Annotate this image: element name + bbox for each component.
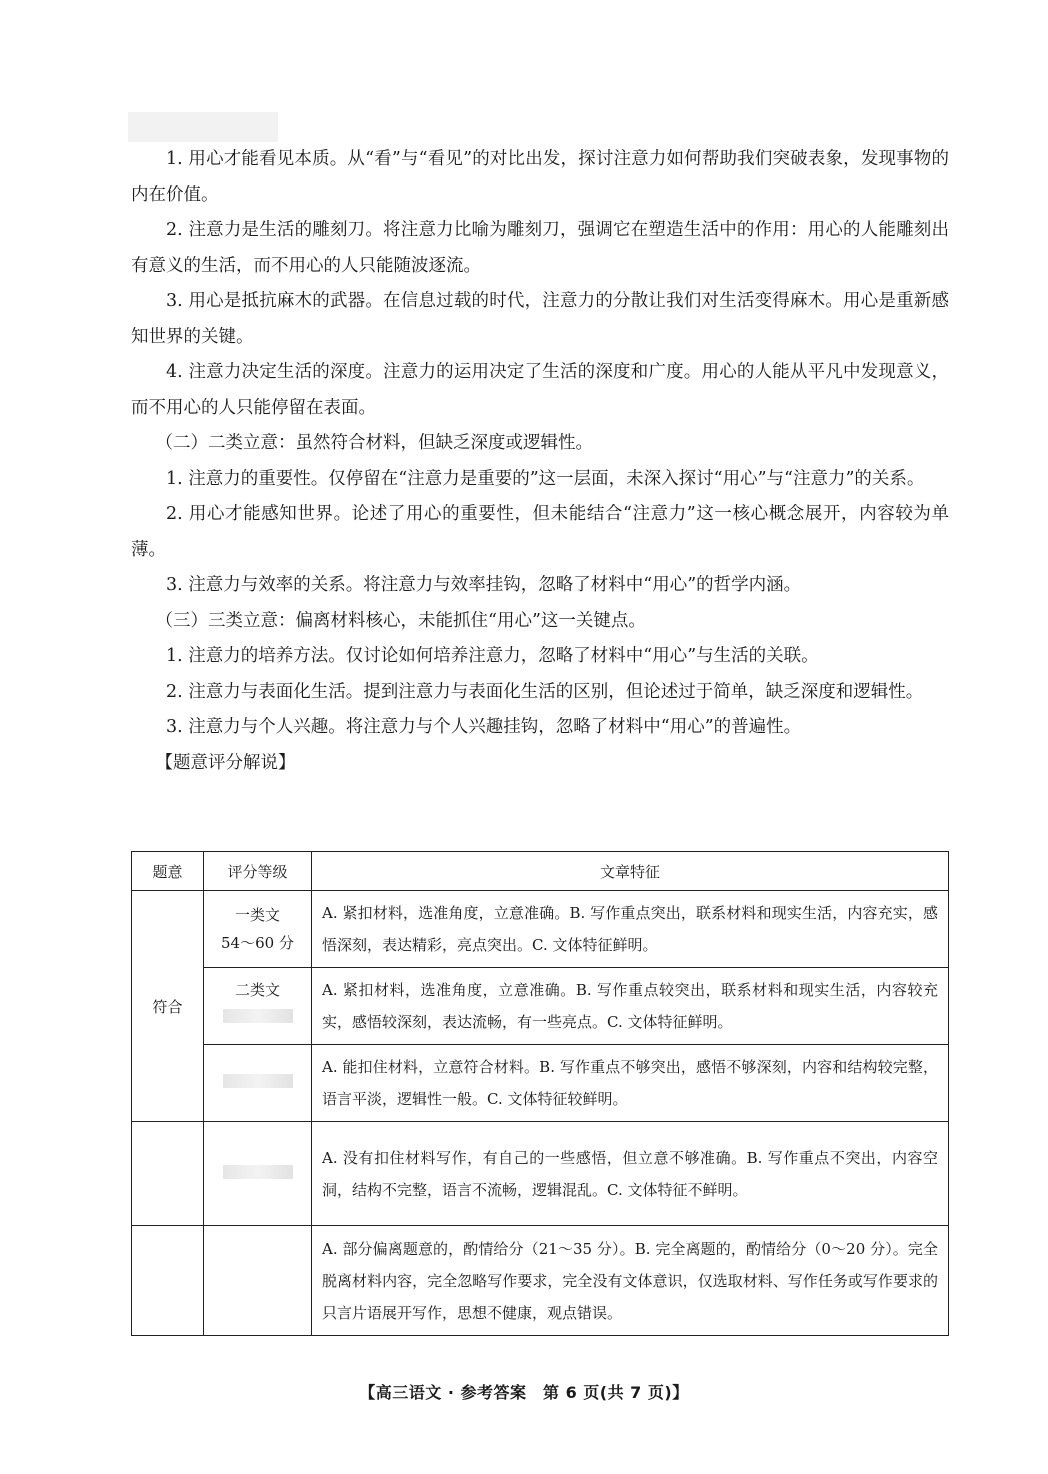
grade-cell [204, 891, 312, 968]
feature-cell: A. 紧扣材料，选准角度，立意准确。B. 写作重点突出，联系材料和现实生活，内容充实，感悟深刻，表达精彩，亮点突出。C. 文体特征鲜明。 [312, 891, 949, 968]
section-heading: （二）二类立意：虽然符合材料，但缺乏深度或逻辑性。 [155, 433, 593, 453]
page-footer: 【高三语文 · 参考答案 第 6 页(共 7 页)】 [359, 1383, 689, 1402]
paragraph: 1. 用心才能看见本质。从“看”与“看见”的对比出发，探讨注意力如何帮助我们突破表象，发现事物的内在价值。 [131, 149, 949, 205]
grade-label: 一类文 [234, 906, 280, 924]
paragraph: 4. 注意力决定生活的深度。注意力的运用决定了生活的深度和广度。用心的人能从平凡中发现意义，而不用心的人只能停留在表面。 [131, 362, 949, 418]
blurred-score [223, 1009, 293, 1023]
header-cell-grade: 评分等级 [204, 852, 312, 891]
group-cell-blurred [132, 1122, 204, 1226]
header-cell-topic: 题意 [132, 852, 204, 891]
header-cell-features: 文章特征 [312, 852, 949, 891]
paragraph: 3. 注意力与个人兴趣。将注意力与个人兴趣挂钩，忽略了材料中“用心”的普遍性。 [166, 717, 802, 737]
grade-cell [204, 1122, 312, 1226]
answer-text [131, 142, 949, 781]
grade-cell [204, 1045, 312, 1122]
group-cell-blurred [132, 1226, 204, 1336]
paragraph: 1. 注意力的培养方法。仅讨论如何培养注意力，忽略了材料中“用心”与生活的关联。 [166, 646, 819, 666]
grading-table [131, 851, 949, 1336]
paragraph: 1. 注意力的重要性。仅停留在“注意力是重要的”这一层面，未深入探讨“用心”与“注意力”的关系。 [166, 468, 925, 489]
table-row [132, 1226, 949, 1336]
feature-cell: A. 部分偏离题意的，酌情给分（21～35 分）。B. 完全离题的，酌情给分（0～20 分）。完全脱离材料内容，完全忽略写作要求，完全没有文体意识，仅选取材料、写作任务或写作要求的只言片语展开写作，思想不健康，观点错误。 [312, 1226, 949, 1336]
table-header-row [132, 852, 949, 891]
grade-label: 二类文 [234, 981, 280, 999]
paragraph: 2. 注意力是生活的雕刻刀。将注意力比喻为雕刻刀，强调它在塑造生活中的作用：用心的人能雕刻出有意义的生活，而不用心的人只能随波逐流。 [131, 220, 949, 276]
feature-cell: A. 紧扣材料，选准角度，立意准确。B. 写作重点较突出，联系材料和现实生活，内容较充实，感悟较深刻，表达流畅，有一些亮点。C. 文体特征鲜明。 [312, 968, 949, 1045]
table-row [132, 1045, 949, 1122]
table-row [132, 1122, 949, 1226]
blurred-grade [223, 1165, 293, 1179]
paragraph: 3. 用心是抵抗麻木的武器。在信息过载的时代，注意力的分散让我们对生活变得麻木。用心是重新感知世界的关键。 [131, 291, 949, 347]
feature-cell: A. 没有扣住材料写作，有自己的一些感悟，但立意不够准确。B. 写作重点不突出，内容空洞，结构不完整，语言不流畅，逻辑混乱。C. 文体特征不鲜明。 [312, 1122, 949, 1226]
grade-cell [204, 968, 312, 1045]
section-heading: （三）三类立意：偏离材料核心，未能抓住“用心”这一关键点。 [155, 610, 646, 631]
grade-score: 54～60 分 [221, 934, 294, 952]
group-cell: 符合 [132, 891, 204, 1122]
grade-cell [204, 1226, 312, 1336]
paragraph: 2. 注意力与表面化生活。提到注意力与表面化生活的区别，但论述过于简单，缺乏深度和逻辑性。 [166, 681, 924, 702]
blurred-grade [223, 1074, 293, 1088]
paragraph: 2. 用心才能感知世界。论述了用心的重要性，但未能结合“注意力”这一核心概念展开，内容较为单薄。 [131, 504, 949, 560]
paragraph: 3. 注意力与效率的关系。将注意力与效率挂钩，忽略了材料中“用心”的哲学内涵。 [166, 575, 802, 595]
table-row [132, 968, 949, 1045]
faded-header-block [128, 112, 278, 142]
table-title: 【题意评分解说】 [155, 752, 296, 773]
table-row [132, 891, 949, 968]
feature-cell: A. 能扣住材料，立意符合材料。B. 写作重点不够突出，感悟不够深刻，内容和结构较完整，语言平淡，逻辑性一般。C. 文体特征较鲜明。 [312, 1045, 949, 1122]
